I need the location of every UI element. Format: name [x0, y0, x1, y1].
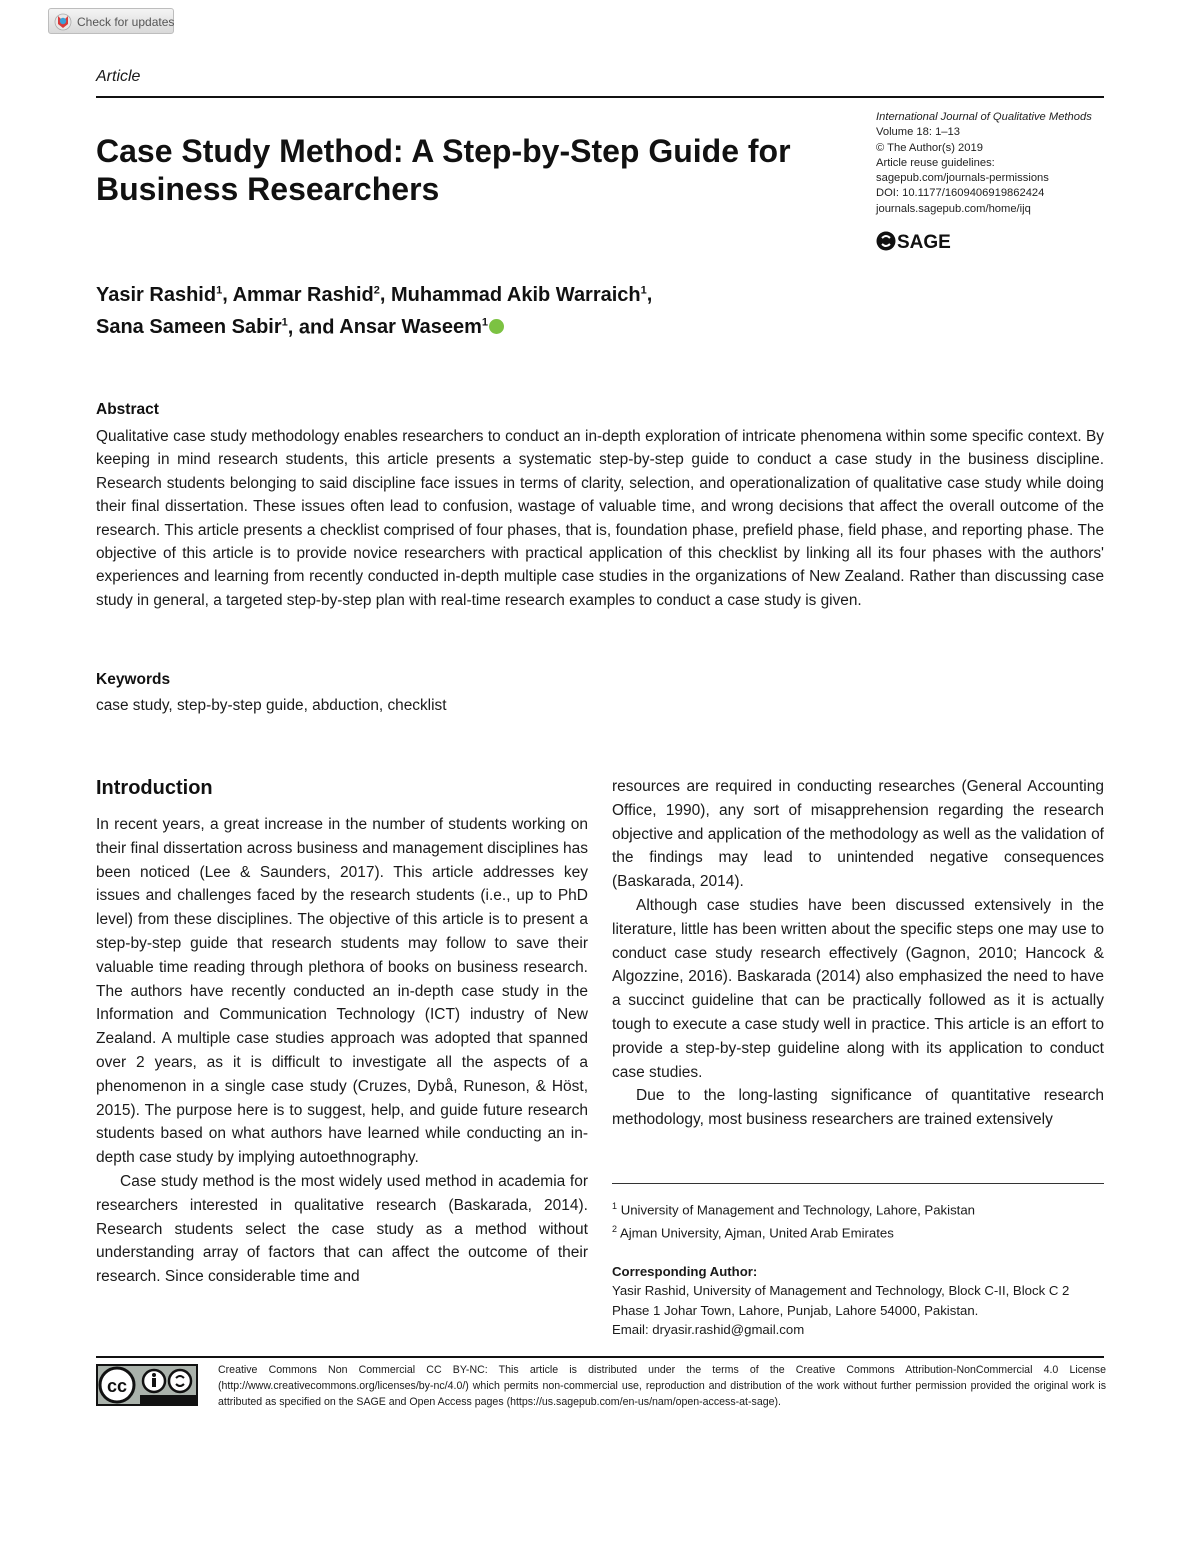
reuse-link[interactable]: sagepub.com/journals-permissions	[876, 172, 1049, 185]
license-notice	[218, 1362, 1106, 1411]
license-rule	[96, 1356, 1104, 1358]
paragraph: Case study method is the most widely used method in academia for researchers interested in qualitative research (Baskarada, 2014). Research students select the case study as a method without understanding array of factors that can affect the outcome of their research. Since considerable time and	[96, 1172, 588, 1286]
introduction-heading: Introduction	[96, 777, 213, 799]
paragraph: Due to the long-lasting significance of quantitative research methodology, most business researchers are trained extensively	[612, 1087, 1104, 1129]
cc-by-nc-logo	[96, 1364, 198, 1406]
sage-logo-text: SAGE	[897, 232, 951, 252]
paragraph: In recent years, a great increase in the number of students working on their final dissertation across business and management disciplines has been noticed (Lee & Saunders, 2017). This article addresses key issues and challenges faced by the research students (i.e., up to PhD level) from these disciplines. The objective of this article is to present a step-by-step guide that research students may follow to save their valuable time reading through plethora of books on business research. The authors have recently conducted an in-depth case study in the Information and Communication Technology (ICT) industry of New Zealand. A multiple case studies approach was adopted that spanned over 2 years, as it is difficult to investigate all the aspects of a phenomenon in a single case study (Cruzes, Dybå, Runeson, & Höst, 2015). The purpose here is to suggest, help, and guide future research students based on what authors have learned while conducting an in-depth case study by implying autoethnography.	[96, 816, 588, 1167]
copyright: © The Author(s) 2019	[876, 141, 983, 154]
affiliation-2: $^2$ Ajman University, Ajman, United Arab Emirates	[612, 1223, 894, 1241]
author[interactable]: Ansar Waseem$^1$	[339, 316, 489, 339]
journal-volume: Volume 18: 1–13	[876, 126, 960, 139]
check-for-updates-label: Check for updates	[77, 15, 175, 29]
footnote-rule	[612, 1183, 1104, 1184]
abstract-heading: Abstract	[96, 401, 159, 418]
reuse-label: Article reuse guidelines:	[876, 156, 995, 169]
corresponding-author-heading: Corresponding Author:	[612, 1263, 758, 1279]
author[interactable]: Ammar Rashid$^2$	[232, 283, 380, 306]
check-for-updates-button[interactable]	[48, 8, 174, 34]
orcid-icon[interactable]	[489, 319, 504, 334]
cc-logo-text: cc	[106, 1376, 128, 1396]
paragraph: resources are required in conducting researches (General Accounting Office, 1990), any sort of misapprehension regarding the research objective and application of the methodology as well as the validation of the findings may lead to unintended negative consequences (Baskarada, 2014).	[612, 778, 1104, 891]
author[interactable]: Yasir Rashid$^1$	[96, 283, 223, 306]
footnotes	[612, 1197, 1112, 1340]
paragraph: Although case studies have been discussed extensively in the literature, little has been written about the specific steps one may use to conduct case study research effectively (Gagnon, 2010; Hancock & Algozzine, 2016). Baskarada (2014) also emphasized the need to have a succinct guideline that can be practically followed as it is actually tough to execute a case study well in practice. This article is an effort to provide a step-by-step guideline along with its application to conduct case studies.	[612, 896, 1104, 1081]
paper-title: Case Study Method: A Step-by-Step Guide for Business Researchers	[96, 133, 791, 207]
sage-logo	[876, 230, 966, 252]
license-text: Creative Commons Non Commercial CC BY-NC: This article is distributed under the terms of the Creative Commons Attribution-NonCommercial 4.0 License (http://www.creativecommons.org/licenses/by-nc/4.0/) which permits non-commercial use, reproduction and distribution of the work without further permission provided the original work is attributed as specified on the SAGE and Open Access pages (https://us.sagepub.com/en-us/nam/open-access-at-sage).	[218, 1364, 1106, 1409]
article-type: Article	[96, 68, 141, 85]
crossmark-icon	[54, 13, 72, 31]
corresponding-email[interactable]: Email: dryasir.rashid@gmail.com	[612, 1322, 805, 1338]
left-column	[96, 813, 588, 1289]
corresponding-address: Yasir Rashid, University of Management and Technology, Block C-II, Block C 2	[612, 1283, 1070, 1299]
right-column	[612, 775, 1104, 1132]
header-rule	[96, 96, 1104, 98]
doi-link[interactable]: DOI: 10.1177/1609406919862424	[876, 187, 1045, 200]
journal-name: International Journal of Qualitative Methods	[876, 111, 1092, 123]
journal-info	[876, 110, 1108, 217]
journal-link[interactable]: journals.sagepub.com/home/ijq	[876, 202, 1031, 215]
abstract-text: Qualitative case study methodology enables researchers to conduct an in-depth exploration of intricate phenomena within some specific context. By keeping in mind research students, this article presents a systematic step-by-step guide to conduct a case study in the business discipline. Research students belonging to said discipline face issues in terms of clarity, selection, and operationalization of qualitative case study while doing their final dissertation. These issues often lead to confusion, wastage of valuable time, and wrong decisions that affect the overall outcome of the research. This article presents a checklist comprised of four phases, that is, foundation phase, prefield phase, field phase, and reporting phase. The objective of this article is to provide novice researchers with practical application of this checklist by linking all its four phases with the authors' experiences and learning from recently conducted in-depth multiple case studies in the organizations of New Zealand. Rather than discussing case study in general, a targeted step-by-step plan with real-time research examples to conduct a case study is given.	[96, 428, 1104, 609]
author[interactable]: Muhammad Akib Warraich$^1$	[390, 283, 647, 306]
affiliation-1: $^1$ University of Management and Technology, Lahore, Pakistan	[612, 1201, 976, 1218]
keywords-heading: Keywords	[96, 671, 171, 688]
corresponding-address: Phase 1 Johar Town, Lahore, Punjab, Lahore 54000, Pakistan.	[612, 1302, 979, 1318]
author[interactable]: Sana Sameen Sabir$^1$	[96, 316, 288, 339]
author-list: Yasir Rashid$^1$, Ammar Rashid$^2$, Muhammad Akib Warraich$^1$, Sana Sameen Sabir$^1$, and Ansar Waseem$^1$	[96, 283, 653, 339]
keywords-text: case study, step-by-step guide, abduction, checklist	[96, 697, 447, 714]
